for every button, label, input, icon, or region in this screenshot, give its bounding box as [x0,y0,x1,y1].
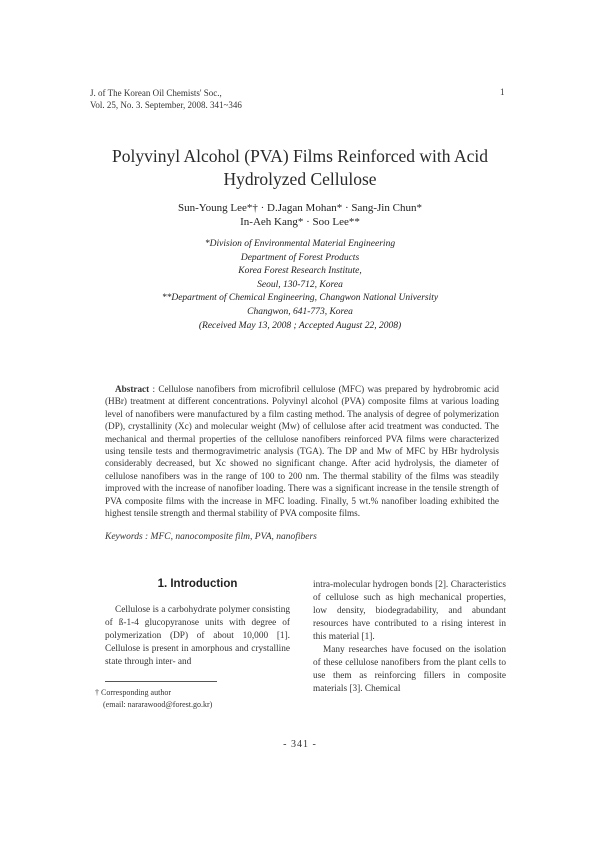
authors-line-1: Sun-Young Lee*† · D.Jagan Mohan* · Sang-Jin Chun* [178,202,422,214]
received-dates: (Received May 13, 2008 ; Accepted August 22, 2008) [198,320,402,331]
affiliation-line-2: Department of Forest Products [240,252,360,263]
affiliation-line-5: **Department of Chemical Engineering, Changwon National University [161,293,439,304]
intro-paragraph-2: Many researches have focused on the isolation of these cellulose nanofibers from the plant cells to use them as reinforcing fillers in composite materials [3]. Chemical [313,645,506,694]
footnote-rule [105,681,217,682]
keywords: Keywords : MFC, nanocomposite film, PVA, nanofibers [105,532,317,542]
footnote-corresponding: † Corresponding author [95,688,171,697]
paper-title [60,145,540,191]
affiliation-line-3: Korea Forest Research Institute, [238,266,362,277]
abstract [105,383,499,519]
right-column [313,579,506,696]
affiliation-line-6: Changwon, 641-773, Korea [247,306,353,317]
affiliation-line-4: Seoul, 130-712, Korea [257,279,343,290]
page-number: - 341 - [283,739,317,750]
title-line-1: Polyvinyl Alcohol (PVA) Films Reinforced with Acid [112,146,488,166]
intro-paragraph-1-cont: intra-molecular hydrogen bonds [2]. Characteristics of cellulose such as high mechanical properties, low density, biodegradability, and abundant resources have contributed to a rising interest in this material [1]. [313,580,506,642]
author-list [60,201,540,229]
journal-citation [90,87,242,111]
journal-volume: Vol. 25, No. 3. September, 2008. 341~346 [90,100,242,110]
title-line-2: Hydrolyzed Cellulose [223,169,377,189]
affiliation-line-1: *Division of Environmental Material Engineering [204,239,396,249]
abstract-text: : Cellulose nanofibers from microfibril cellulose (MFC) was prepared by hydrobromic acid (HBr) treatment at different concentrations. Polyvinyl alcohol (PVA) composite films at various loading level of nanofibers were manufactured by a film casting method. The analysis of degree of polymerization (DP), crystallinity (Xc) and molecular weight (Mw) of cellulose after acid treatment was conducted. The mechanical and thermal properties of the cellulose nanofibers reinforced PVA films were characterized using tensile tests and thermogravimetric analysis (TGA). The DP and Mw of MFC by HBr hydrolysis considerably decreased, but Xc showed no significant change. After acid hydrolysis, the diameter of cellulose nanofibers was in the range of 100 to 200 nm. The thermal stability of the films was steadily improved with the increase of nanofiber loading. There was a significant increase in the tensile strength of PVA composite films with the increase in MFC loading. Finally, 5 wt.% nanofiber loading exhibited the highest tensile strength and thermal stability of PVA composite films. [105,384,499,519]
abstract-label: Abstract [115,384,150,394]
footnote [95,687,295,711]
footnote-email: (email: nararawood@forest.go.kr) [103,700,213,709]
journal-name: J. of The Korean Oil Chemists' Soc., [90,88,222,98]
affiliations [60,238,540,333]
intro-paragraph-1: Cellulose is a carbohydrate polymer consisting of ß-1-4 glucopyranose units with degree of polymerization (DP) of about 10,000 [1]. Cellulose is present in amorphous and crystalline state through inter- and [105,605,290,667]
section-heading: 1. Introduction [157,578,238,590]
left-column [105,604,290,669]
authors-line-2: In-Aeh Kang* · Soo Lee** [240,216,360,228]
page-number-top: 1 [500,87,505,97]
